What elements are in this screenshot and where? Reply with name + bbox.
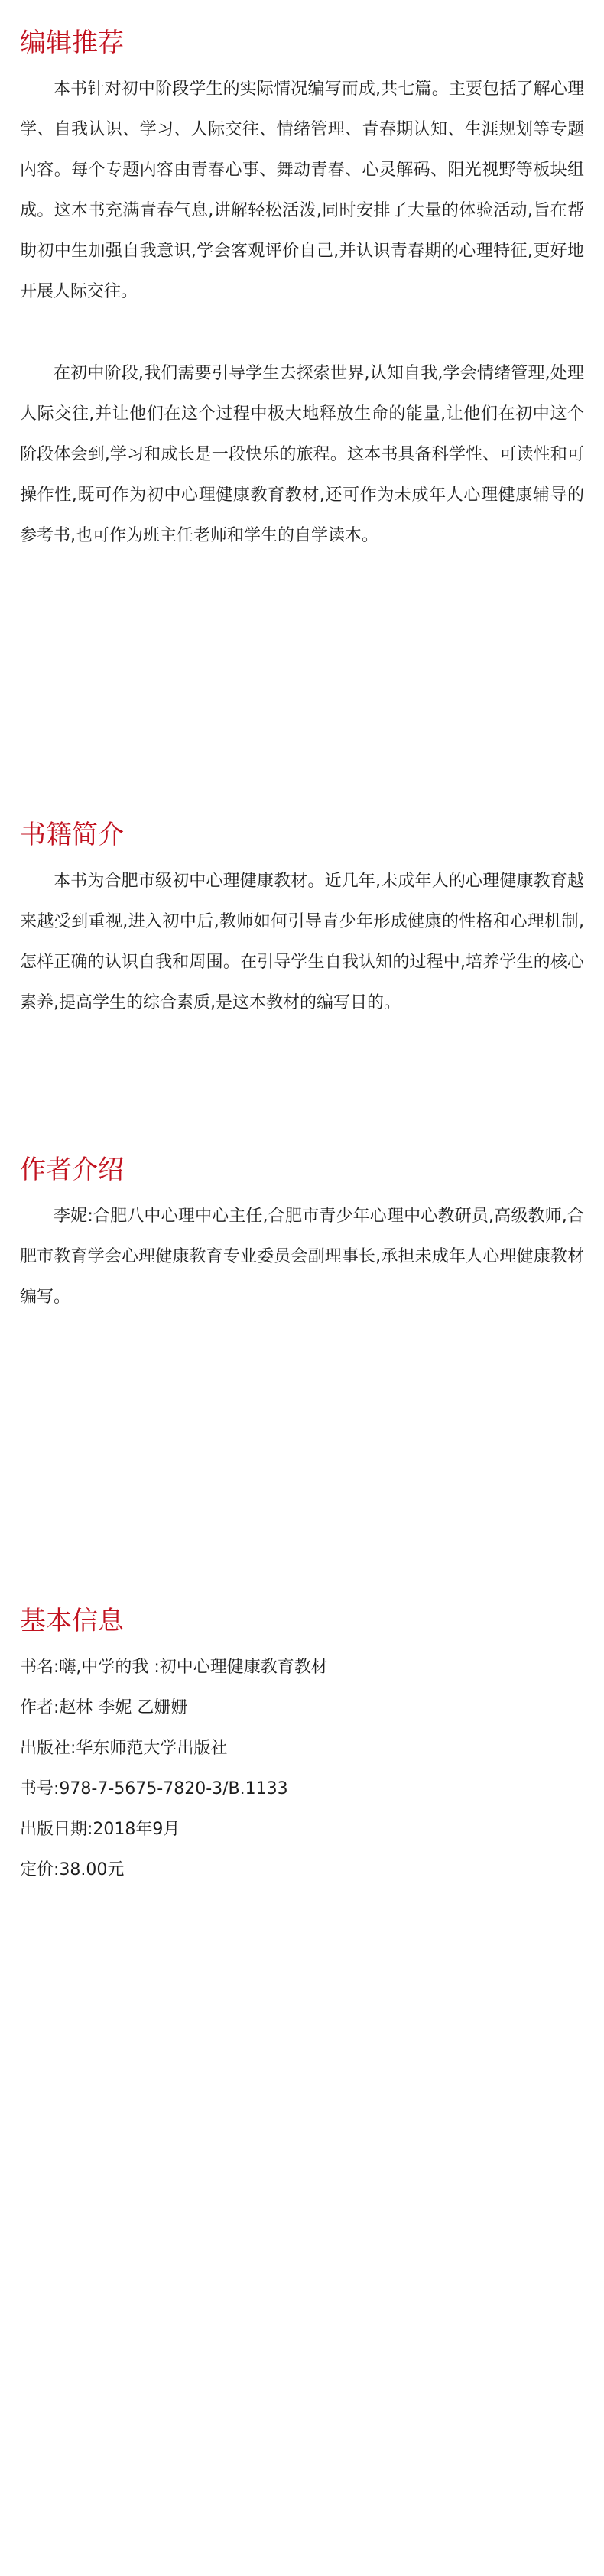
editor-recommendation-paragraph-2: 在初中阶段,我们需要引导学生去探索世界,认知自我,学会情绪管理,处理人际交往,并让他们在这个过程中极大地释放生命的能量,让他们在初中这个阶段体会到,学习和成长是一段快乐的旅程。这本书具备科学性、可读性和可操作性,既可作为初中心理健康教育教材,还可作为未成年人心理健康辅导的参考书,也可作为班主任老师和学生的自学读本。 — [20, 364, 584, 545]
author-intro-heading: 作者介绍 — [20, 1155, 124, 1185]
editor-recommendation-section — [20, 28, 584, 556]
info-authors: 作者:赵林 李妮 乙姗姗 — [20, 1698, 188, 1717]
editor-recommendation-heading: 编辑推荐 — [20, 28, 124, 58]
info-publish-date: 出版日期:2018年9月 — [20, 1820, 180, 1839]
author-intro-section — [20, 1155, 584, 1317]
info-isbn: 书号:978-7-5675-7820-3/B.1133 — [20, 1779, 288, 1798]
book-intro-section — [20, 820, 584, 1023]
author-intro-paragraph: 李妮:合肥八中心理中心主任,合肥市青少年心理中心教研员,高级教师,合肥市教育学会心理健康教育专业委员会副理事长,承担未成年人心理健康教材编写。 — [20, 1207, 584, 1307]
basic-info-section — [20, 1606, 584, 1890]
basic-info-heading: 基本信息 — [20, 1606, 124, 1636]
info-title: 书名:嗨,中学的我 :初中心理健康教育教材 — [20, 1658, 328, 1677]
book-intro-heading: 书籍简介 — [20, 820, 124, 850]
info-publisher: 出版社:华东师范大学出版社 — [20, 1739, 228, 1758]
editor-recommendation-paragraph-1: 本书针对初中阶段学生的实际情况编写而成,共七篇。主要包括了解心理学、自我认识、学习、人际交往、情绪管理、青春期认知、生涯规划等专题内容。每个专题内容由青春心事、舞动青春、心灵解码、阳光视野等板块组成。这本书充满青春气息,讲解轻松活泼,同时安排了大量的体验活动,旨在帮助初中生加强自我意识,学会客观评价自己,并认识青春期的心理特征,更好地开展人际交往。 — [20, 80, 584, 301]
info-price: 定价:38.00元 — [20, 1860, 125, 1879]
book-intro-paragraph: 本书为合肥市级初中心理健康教材。近几年,未成年人的心理健康教育越来越受到重视,进入初中后,教师如何引导青少年形成健康的性格和心理机制,怎样正确的认识自我和周围。在引导学生自我认知的过程中,培养学生的核心素养,提高学生的综合素质,是这本教材的编写目的。 — [20, 872, 584, 1012]
basic-info-list — [20, 1647, 584, 1890]
